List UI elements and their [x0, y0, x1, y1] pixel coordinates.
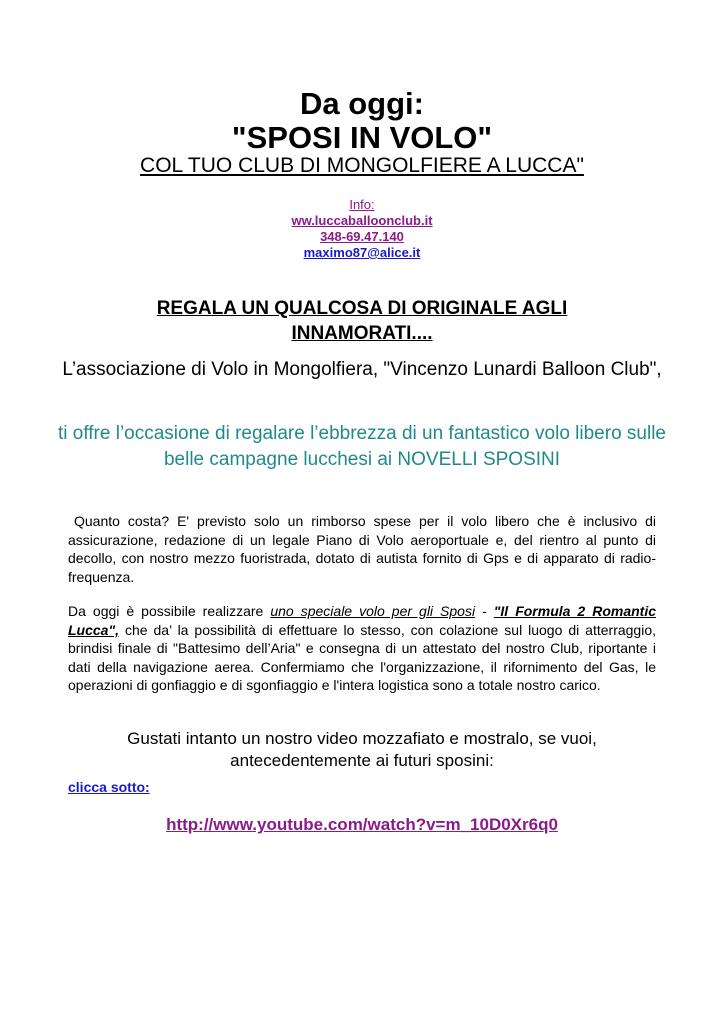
- cost-paragraph: Quanto costa? E' previsto solo un rimborso spese per il volo libero che è inclusivo di assicurazione, redazione di un legale Piano di Volo aeroportuale e, del rientro al punto di decollo, con nostro mezzo fuoristrada, dotato di autista fornito di Gps e di apparato di radio-frequenza.: [68, 513, 656, 585]
- email-link[interactable]: maximo87@alice.it: [303, 245, 421, 260]
- title-line-1: Da oggi:: [300, 86, 424, 121]
- title-line-2: "SPOSI IN VOLO": [231, 120, 493, 155]
- special-flight-paragraph: [68, 602, 656, 695]
- association-text: L’associazione di Volo in Mongolfiera, "Vincenzo Lunardi Balloon Club",: [62, 359, 662, 380]
- headline-line-2: INNAMORATI....: [291, 323, 433, 344]
- headline: [0, 296, 724, 346]
- headline-line-1: REGALA UN QUALCOSA DI ORIGINALE AGLI: [156, 298, 568, 319]
- website-link[interactable]: ww.luccaballoonclub.it: [291, 213, 433, 228]
- subtitle: COL TUO CLUB DI MONGOLFIERE A LUCCA": [140, 154, 584, 177]
- click-below-link[interactable]: clicca sotto:: [68, 779, 150, 795]
- info-label: Info:: [349, 197, 375, 212]
- offer-text: ti offre l’occasione di regalare l’ebbrezza di un fantastico volo libero sulle belle campagne lucchesi ai NOVELLI SPOSINI: [58, 423, 666, 470]
- paragraph2-rest: che da’ la possibilità di effettuare lo stesso, con colazione sul luogo di atterraggio, brindisi finale di "Battesimo dell’Aria" e consegna di un attestato del nostro Club, riportante i dati della navigazione aerea. Confermiamo che l'organizzazione, il rifornimento del Gas, le operazioni di gonfiaggio e di sgonfiaggio e l'intera logistica sono a totale nostro carico.: [68, 621, 656, 693]
- formula-name: "Il Formula 2 Romantic Lucca",: [68, 603, 657, 638]
- video-text: Gustati intanto un nostro video mozzafiato e mostralo, se vuoi, antecedentemente ai futuri sposini:: [127, 729, 597, 770]
- special-flight-text: uno speciale volo per gli Sposi: [270, 603, 476, 619]
- paragraph2-intro: Da oggi è possibile realizzare: [68, 603, 271, 619]
- phone-link[interactable]: 348-69.47.140: [320, 229, 404, 244]
- youtube-link[interactable]: http://www.youtube.com/watch?v=m_10D0Xr6q0: [166, 815, 558, 834]
- paragraph2-dash: -: [475, 603, 494, 619]
